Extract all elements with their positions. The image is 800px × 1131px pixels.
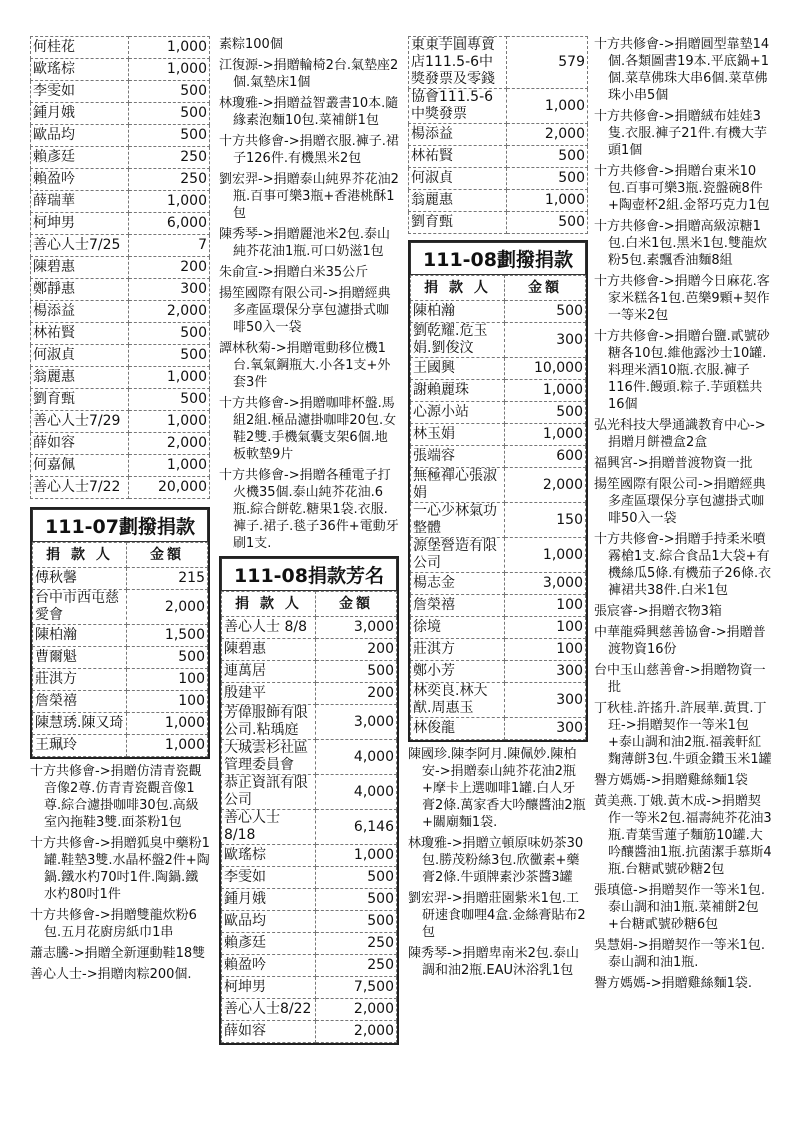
- donation-entry: 黃美燕.丁娥.黃木成->捐贈契作一等米2包.福壽純芥花油3瓶.青葉雪蓮子麵筋10罐.大吟釀醬油1瓶.抗菌潔手慕斯4瓶.台糖貳號砂糖2包: [594, 794, 772, 877]
- donor-name: 陳柏瀚: [33, 625, 127, 647]
- table-row: [411, 380, 586, 402]
- donation-amount: 3,000: [316, 705, 397, 740]
- donation-amount: 500: [129, 125, 210, 147]
- donation-entry: 善心人士->捐贈肉粽200個.: [30, 967, 192, 982]
- donation-entries: [219, 36, 399, 552]
- table-row: [411, 446, 586, 468]
- table-row: [222, 845, 397, 867]
- table-row: [31, 455, 210, 477]
- donor-name: 歐品均: [31, 125, 129, 147]
- donation-amount: 500: [507, 168, 588, 190]
- table-row: [411, 538, 586, 573]
- table-row: [222, 977, 397, 999]
- donation-amount: 500: [505, 301, 586, 323]
- table-row: [409, 168, 588, 190]
- donation-amount: 1,000: [507, 89, 588, 124]
- donation-amount: 2,000: [507, 124, 588, 146]
- donor-name: 楊添益: [31, 301, 129, 323]
- donation-entry: 台中玉山慈善會->捐贈物資一批: [594, 663, 766, 695]
- table-row: [33, 568, 208, 590]
- donation-amount: 100: [505, 617, 586, 639]
- donation-amount: 3,000: [316, 617, 397, 639]
- donation-amount: 500: [316, 911, 397, 933]
- donation-entry: 江復源->捐贈輪椅2台.氣墊座2個.氣墊床1個: [219, 58, 399, 90]
- donor-name: 劉育甄: [409, 212, 507, 234]
- table-row: [222, 889, 397, 911]
- donor-table: [408, 36, 588, 234]
- donation-entry: 揚笙國際有限公司->捐贈經典多產區環保分享包濾掛式咖啡50入一袋: [594, 477, 766, 526]
- table-row: [409, 124, 588, 146]
- donation-amount: 1,000: [127, 735, 208, 757]
- table-row: [222, 683, 397, 705]
- donation-amount: 6,146: [316, 810, 397, 845]
- table-row: [31, 213, 210, 235]
- table-row: [411, 639, 586, 661]
- table-row: [31, 125, 210, 147]
- donation-amount: 250: [129, 169, 210, 191]
- header-name: 捐 款 人: [222, 592, 316, 617]
- donation-amount: 20,000: [129, 477, 210, 499]
- donor-name: 薛如容: [31, 433, 129, 455]
- donor-name: 王國興: [411, 358, 505, 380]
- donor-name: 陳慧琇.陳又琦: [33, 713, 127, 735]
- donation-entry: 陳秀琴->捐贈卑南米2包.泰山調和油2瓶.EAU沐浴乳1包: [408, 946, 579, 978]
- donation-amount: 1,000: [129, 367, 210, 389]
- table-row: [222, 661, 397, 683]
- table-row: [222, 1021, 397, 1043]
- donation-amount: 250: [129, 147, 210, 169]
- donor-name: 協會111.5-6中獎發票: [409, 89, 507, 124]
- donation-amount: 500: [129, 389, 210, 411]
- donor-name: 一心少林氣功整體: [411, 503, 505, 538]
- donation-amount: 1,000: [505, 380, 586, 402]
- donor-name: 何桂花: [31, 37, 129, 59]
- donation-entry: 劉宏羿->捐贈莊園紫米1包.工研速食咖哩4盒.金絲膏貼布2包: [408, 891, 586, 940]
- donation-amount: 1,000: [129, 455, 210, 477]
- donation-amount: 100: [127, 669, 208, 691]
- donation-entry: 張宸睿->捐贈衣物3箱: [594, 604, 722, 619]
- donation-amount: 300: [129, 279, 210, 301]
- donation-entry: 丁秋桂.許搖升.許展華.黃貫.丁玨->捐贈契作一等米1包+泰山調和油2瓶.福義軒紅麴薄餅3包.牛頭金鑽玉米1罐: [594, 701, 772, 767]
- section-title: 111-08捐款芳名: [221, 558, 397, 591]
- donor-name: 張端容: [411, 446, 505, 468]
- donation-amount: 500: [505, 402, 586, 424]
- donor-name: 賴盈吟: [31, 169, 129, 191]
- table-row: [33, 647, 208, 669]
- donation-amount: 4,000: [316, 775, 397, 810]
- table-row: [31, 279, 210, 301]
- table-row: [409, 212, 588, 234]
- table-row: [409, 89, 588, 124]
- table-row: [222, 867, 397, 889]
- table-row: [409, 190, 588, 212]
- donation-amount: 200: [316, 683, 397, 705]
- table-row: [31, 257, 210, 279]
- donation-entry: 蕭志騰->捐贈全新運動鞋18雙: [30, 946, 206, 961]
- donor-name: 何嘉佩: [31, 455, 129, 477]
- table-row: [31, 301, 210, 323]
- table-row: [33, 735, 208, 757]
- donor-name: 賴盈吟: [222, 955, 316, 977]
- donor-name: 翁麗惠: [409, 190, 507, 212]
- donation-entry: 譚林秋菊->捐贈電動移位機1台.氧氣鋼瓶大.小各1支+外套3件: [219, 341, 391, 390]
- donation-amount: 10,000: [505, 358, 586, 380]
- donor-name: 源堡營造有限公司: [411, 538, 505, 573]
- donor-name: 柯坤男: [31, 213, 129, 235]
- donor-name: 歐瑤棕: [31, 59, 129, 81]
- table-row: [411, 424, 586, 446]
- donation-amount: 1,000: [316, 845, 397, 867]
- donor-name: 詹榮禧: [33, 691, 127, 713]
- donation-amount: 2,000: [129, 433, 210, 455]
- donor-name: 謝賴麗珠: [411, 380, 505, 402]
- table-row: [33, 669, 208, 691]
- donation-amount: 600: [505, 446, 586, 468]
- section-title: 111-07劃撥捐款: [32, 509, 208, 542]
- donor-name: 林祐賢: [409, 146, 507, 168]
- donation-entry: 素粽100個: [219, 37, 283, 52]
- donation-entry: 十方共修會->捐贈今日麻花.客家米糕各1包.芭樂9顆+契作一等米2包: [594, 274, 770, 323]
- donation-amount: 100: [127, 691, 208, 713]
- table-row: [31, 169, 210, 191]
- donation-amount: 500: [316, 661, 397, 683]
- table-row: [222, 775, 397, 810]
- table-row: [31, 235, 210, 257]
- donation-amount: 2,000: [505, 468, 586, 503]
- donation-entry: 十方共修會->捐贈高級涼糖1包.白米1包.黑米1包.雙龍炊粉5包.素飄香油麵8組: [594, 219, 767, 268]
- donor-name: 恭正資訊有限公司: [222, 775, 316, 810]
- donation-entry: 十方共修會->捐贈衣服.褲子.裙子126件.有機黑米2包: [219, 134, 399, 166]
- table-row: [31, 81, 210, 103]
- table-row: [33, 713, 208, 735]
- header-amount: 金額: [505, 276, 586, 301]
- header-amount: 金額: [316, 592, 397, 617]
- donor-name: 連萬居: [222, 661, 316, 683]
- donation-amount: 1,000: [505, 538, 586, 573]
- donation-amount: 1,000: [505, 424, 586, 446]
- donor-name: 歐品均: [222, 911, 316, 933]
- donation-amount: 1,000: [127, 713, 208, 735]
- header-name: 捐 款 人: [33, 543, 127, 568]
- donation-entry: 十方共修會->捐贈仿清青瓷觀音像2尊.仿青青瓷觀音像1尊.綜合濾掛咖啡30包.高級室內拖鞋3雙.面茶粉1包: [30, 764, 202, 830]
- donation-amount: 100: [505, 595, 586, 617]
- donor-name: 林玉娟: [411, 424, 505, 446]
- donor-table: [221, 591, 397, 1043]
- donor-name: 柯坤男: [222, 977, 316, 999]
- donor-name: 莊淇方: [33, 669, 127, 691]
- donation-entry: 弘光科技大學通識教育中心->捐贈月餅禮盒2盒: [594, 418, 766, 450]
- donation-amount: 150: [505, 503, 586, 538]
- table-row: [31, 433, 210, 455]
- donation-entry: 十方共修會->捐贈圓型靠墊14個.各類圖書19本.平底鍋+1個.菜草佛珠大串6個.菜草佛珠小串5個: [594, 37, 770, 103]
- donation-amount: 1,000: [129, 191, 210, 213]
- table-row: [33, 590, 208, 625]
- donation-entry: 林瓊雅->捐贈立頓原味奶茶30包.勝茂粉絲3包.欣黴素+藥膏2條.牛頭牌素沙茶醬3罐: [408, 836, 584, 885]
- donation-entry: 十方共修會->捐贈台鹽.貳號砂糖各10包.維他露沙士10罐.料理米酒10瓶.衣服.褲子116件.饅頭.粽子.芋頭糕共16個: [594, 329, 770, 412]
- table-row: [411, 301, 586, 323]
- donation-entry: 十方共修會->捐贈咖啡杯盤.馬組2組.極品濾掛咖啡20包.女鞋2雙.手機氣囊支架6個.地板軟墊9片: [219, 396, 397, 462]
- donor-name: 楊志金: [411, 573, 505, 595]
- donation-amount: 1,000: [129, 411, 210, 433]
- donation-amount: 500: [316, 867, 397, 889]
- donor-name: 善心人士 8/8: [222, 617, 316, 639]
- donor-table: [32, 542, 208, 757]
- donor-name: 東東芋圓專賣店111.5-6中獎發票及零錢: [409, 37, 507, 89]
- donation-amount: 579: [507, 37, 588, 89]
- donation-amount: 215: [127, 568, 208, 590]
- donor-table: [30, 36, 210, 499]
- column-3: [408, 36, 588, 983]
- donor-name: 陳柏瀚: [411, 301, 505, 323]
- donor-name: 李雯如: [31, 81, 129, 103]
- table-row: [33, 691, 208, 713]
- donation-amount: 7: [129, 235, 210, 257]
- table-row: [222, 810, 397, 845]
- donor-name: 賴彥廷: [222, 933, 316, 955]
- donor-name: 劉育甄: [31, 389, 129, 411]
- donor-name: 林俊龍: [411, 718, 505, 740]
- donation-entry: 朱俞宣->捐贈白米35公斤: [219, 265, 369, 280]
- donation-amount: 200: [129, 257, 210, 279]
- table-row: [411, 595, 586, 617]
- donation-entry: 中華龍舜興慈善協會->捐贈普渡物資16份: [594, 625, 766, 657]
- donation-entry: 張瑱億->捐贈契作一等米1包.泰山調和油1瓶.菜補餅2包+台糖貳號砂糖6包: [594, 883, 765, 932]
- donor-name: 徐境: [411, 617, 505, 639]
- donor-name: 陳碧惠: [31, 257, 129, 279]
- column-2: [219, 36, 399, 1045]
- table-row: [31, 389, 210, 411]
- donation-entry: 吳慧娟->捐贈契作一等米1包.泰山調和油1瓶.: [594, 938, 765, 970]
- section-title: 111-08劃撥捐款: [410, 242, 586, 275]
- donation-amount: 2,000: [316, 999, 397, 1021]
- table-row: [31, 103, 210, 125]
- donation-amount: 200: [316, 639, 397, 661]
- donor-name: 無極禪心張淑娟: [411, 468, 505, 503]
- table-row: [222, 955, 397, 977]
- donor-name: 善心人士7/25: [31, 235, 129, 257]
- table-row: [31, 345, 210, 367]
- table-row: [31, 37, 210, 59]
- donation-entry: 十方共修會->捐贈台東米10包.百事可樂3瓶.瓷盤碗8件+陶壺杯2組.金帑巧克力1包: [594, 164, 770, 213]
- donor-name: 殷建平: [222, 683, 316, 705]
- header-amount: 金額: [127, 543, 208, 568]
- donor-name: 台中市西屯慈愛會: [33, 590, 127, 625]
- donor-name: 詹榮禧: [411, 595, 505, 617]
- table-row: [31, 59, 210, 81]
- donation-amount: 500: [507, 146, 588, 168]
- donation-entry: 福興宮->捐贈普渡物資一批: [594, 456, 753, 471]
- donor-name: 善心人士 8/18: [222, 810, 316, 845]
- donation-amount: 2,000: [127, 590, 208, 625]
- table-row: [411, 573, 586, 595]
- header-name: 捐 款 人: [411, 276, 505, 301]
- table-row: [411, 718, 586, 740]
- donation-amount: 300: [505, 661, 586, 683]
- donation-amount: 500: [316, 889, 397, 911]
- table-row: [222, 705, 397, 740]
- table-row: [411, 503, 586, 538]
- donor-name: 曹爾魁: [33, 647, 127, 669]
- table-row: [33, 625, 208, 647]
- donation-entry: 揚笙國際有限公司->捐贈經典多產區環保分享包濾掛式咖啡50入一袋: [219, 286, 391, 335]
- table-row: [222, 639, 397, 661]
- table-row: [31, 323, 210, 345]
- table-row: [411, 402, 586, 424]
- column-1: [30, 36, 210, 987]
- donation-entry: 陳國珍.陳李阿月.陳佩妙.陳柏安->捐贈泰山純芥花油2瓶+摩卡上選咖啡1罐.白人牙膏2條.萬家香大吟釀醬油2瓶+關廟麵1袋.: [408, 747, 586, 830]
- table-row: [222, 999, 397, 1021]
- donor-name: 賴彥廷: [31, 147, 129, 169]
- donation-amount: 7,500: [316, 977, 397, 999]
- donation-amount: 1,500: [127, 625, 208, 647]
- donation-entries: [594, 36, 772, 992]
- section-box: [219, 556, 399, 1045]
- donor-name: 劉乾耀.危玉娟.劉俊汶: [411, 323, 505, 358]
- donor-name: 心源小站: [411, 402, 505, 424]
- donation-entry: 林瓊雅->捐贈益智叢書10本.隨緣素泡麵10包.菜補餅1包: [219, 96, 399, 128]
- donation-entry: 譽方媽媽->捐贈雞絲麵1袋.: [594, 976, 752, 991]
- donor-table: [410, 275, 586, 740]
- table-row: [31, 147, 210, 169]
- table-row: [31, 477, 210, 499]
- donor-name: 王珮玲: [33, 735, 127, 757]
- table-row: [31, 367, 210, 389]
- donation-amount: 2,000: [316, 1021, 397, 1043]
- donor-name: 傅秋馨: [33, 568, 127, 590]
- donation-amount: 2,000: [129, 301, 210, 323]
- donation-amount: 1,000: [129, 37, 210, 59]
- donor-name: 莊淇方: [411, 639, 505, 661]
- table-row: [409, 146, 588, 168]
- table-row: [411, 661, 586, 683]
- donor-name: 鍾月娥: [222, 889, 316, 911]
- donation-amount: 500: [129, 103, 210, 125]
- donation-amount: 500: [129, 323, 210, 345]
- donor-name: 芳偉服飾有限公司.粘瑀庭: [222, 705, 316, 740]
- donor-name: 善心人士8/22: [222, 999, 316, 1021]
- donor-name: 鄭小芳: [411, 661, 505, 683]
- donation-amount: 250: [316, 933, 397, 955]
- donation-amount: 300: [505, 683, 586, 718]
- donor-name: 李雯如: [222, 867, 316, 889]
- table-row: [31, 411, 210, 433]
- donation-amount: 3,000: [505, 573, 586, 595]
- donation-entries: [30, 763, 210, 983]
- donation-amount: 250: [316, 955, 397, 977]
- donation-entry: 譽方媽媽->捐贈雞絲麵1袋: [594, 773, 748, 788]
- donation-amount: 500: [507, 212, 588, 234]
- donor-name: 鍾月娥: [31, 103, 129, 125]
- donation-entry: 十方共修會->捐贈雙龍炊粉6包.五月花廚房紙巾1串: [30, 908, 197, 940]
- donor-name: 何淑貞: [31, 345, 129, 367]
- donor-name: 鄭靜惠: [31, 279, 129, 301]
- donation-amount: 300: [505, 323, 586, 358]
- table-row: [411, 617, 586, 639]
- donation-entry: 十方共修會->捐贈各種電子打火機35個.泰山純芥花油.6瓶.綜合餅乾.糖果1袋.衣服.褲子.裙子.毯子36件+電動牙刷1支.: [219, 468, 399, 551]
- table-row: [31, 191, 210, 213]
- donor-name: 善心人士7/22: [31, 477, 129, 499]
- table-row: [222, 617, 397, 639]
- donation-entry: 劉宏羿->捐贈泰山純界芥花油2瓶.百事可樂3瓶+香港桃酥1包: [219, 172, 399, 221]
- donation-amount: 300: [505, 718, 586, 740]
- section-box: [30, 507, 210, 759]
- donation-amount: 1,000: [507, 190, 588, 212]
- donation-entry: 十方共修會->捐贈手持柔米噴霧槍1支.綜合食品1大袋+有機絲瓜5條.有機茄子26條.衣褲裙共38件.白米1包: [594, 532, 772, 598]
- donation-amount: 500: [127, 647, 208, 669]
- donor-name: 善心人士7/29: [31, 411, 129, 433]
- donor-name: 陳碧惠: [222, 639, 316, 661]
- donor-name: 何淑貞: [409, 168, 507, 190]
- donor-name: 薛瑞華: [31, 191, 129, 213]
- donor-name: 楊添益: [409, 124, 507, 146]
- donation-entry: 陳秀琴->捐贈麗池米2包.泰山純芥花油1瓶.可口奶滋1包: [219, 227, 390, 259]
- donor-name: 大城雲杉社區管理委員會: [222, 740, 316, 775]
- table-row: [411, 468, 586, 503]
- table-row: [411, 323, 586, 358]
- table-row: [222, 740, 397, 775]
- table-row: [409, 37, 588, 89]
- section-box: [408, 240, 588, 742]
- donor-name: 林奕良.林大猷.周惠玉: [411, 683, 505, 718]
- donation-amount: 1,000: [129, 59, 210, 81]
- donor-name: 歐瑤棕: [222, 845, 316, 867]
- table-row: [222, 933, 397, 955]
- table-row: [411, 683, 586, 718]
- donation-amount: 4,000: [316, 740, 397, 775]
- column-4: [594, 36, 772, 996]
- donation-entry: 十方共修會->捐贈絨布娃娃3隻.衣服.褲子21件.有機大芋頭1個: [594, 109, 767, 158]
- donation-amount: 500: [129, 345, 210, 367]
- donor-name: 翁麗惠: [31, 367, 129, 389]
- donation-amount: 100: [505, 639, 586, 661]
- table-row: [222, 911, 397, 933]
- donor-name: 林祐賢: [31, 323, 129, 345]
- donation-entries: [408, 746, 588, 979]
- donor-name: 薛如容: [222, 1021, 316, 1043]
- table-row: [411, 358, 586, 380]
- donation-entry: 十方共修會->捐贈狐臭中藥粉1罐.鞋墊3雙.水晶杯盤2件+陶鍋.鐵水杓70吋1件.陶鍋.鐵水杓80吋1件: [30, 836, 210, 902]
- donation-amount: 6,000: [129, 213, 210, 235]
- donation-amount: 500: [129, 81, 210, 103]
